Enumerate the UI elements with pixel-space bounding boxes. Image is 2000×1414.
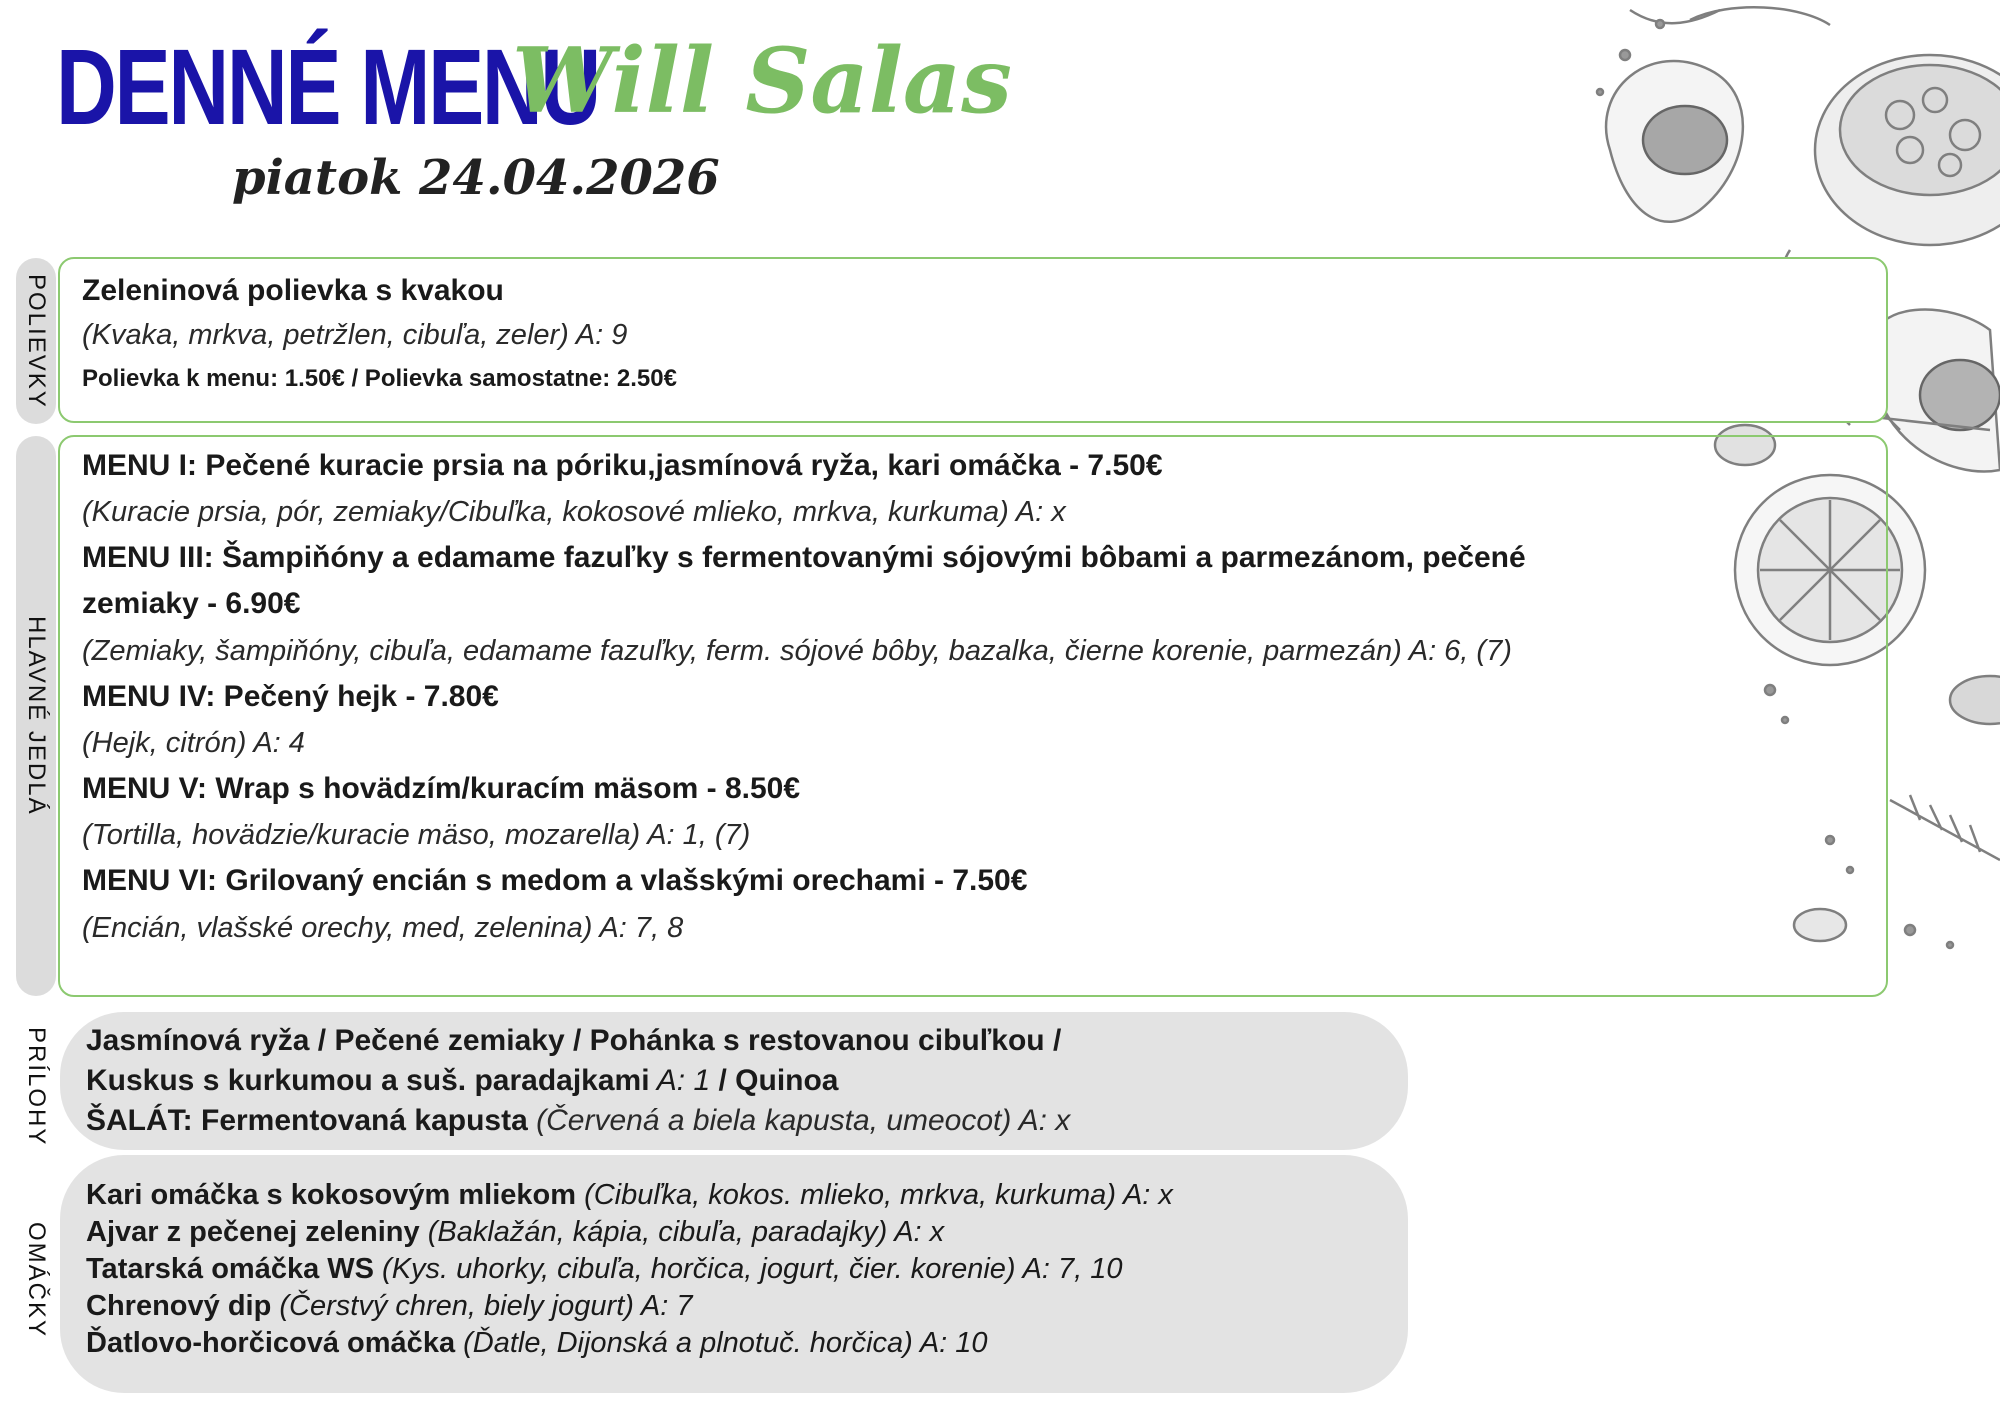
brand-logo-text: Will Salas — [512, 28, 1012, 134]
hlavne-box — [58, 435, 1888, 997]
menu-item-ingredients: (Tortilla, hovädzie/kuracie mäso, mozarella) A: 1, (7) — [82, 819, 751, 851]
polievky-tab-label: POLIEVKY — [23, 273, 50, 409]
menu-item-title-continued: zemiaky - 6.90€ — [82, 587, 301, 620]
menu-title: DENNÉ MENU — [56, 26, 599, 147]
sauce-item: Ajvar z pečenej zeleniny (Baklažán, kápia, cibuľa, paradajky) A: x — [86, 1216, 945, 1248]
side-dishes-line: Kuskus s kurkumou a suš. paradajkami A: 1 / Quinoa — [86, 1064, 839, 1097]
salad-line: ŠALÁT: Fermentovaná kapusta (Červená a biela kapusta, umeocot) A: x — [86, 1104, 1071, 1137]
avocado-half-icon — [1870, 310, 2000, 472]
menu-item-ingredients: (Encián, vlašské orechy, med, zelenina) A: 7, 8 — [82, 912, 684, 944]
sauce-item: Tatarská omáčka WS (Kys. uhorky, cibuľa, horčica, jogurt, čier. korenie) A: 7, 10 — [86, 1253, 1123, 1285]
salad-bowl-icon — [1815, 55, 2000, 245]
soup-ingredients: (Kvaka, mrkva, petržlen, cibuľa, zeler) A: 9 — [82, 319, 628, 351]
omacky-tab-label: OMÁČKY — [23, 1221, 50, 1338]
soup-prices: Polievka k menu: 1.50€ / Polievka samostatne: 2.50€ — [82, 365, 677, 392]
hlavne-tab-label: HLAVNÉ JEDLÁ — [23, 616, 50, 816]
prilohy-box — [60, 1012, 1408, 1150]
menu-item-title: MENU IV: Pečený hejk - 7.80€ — [82, 680, 499, 713]
sauce-item: Chrenový dip (Čerstvý chren, biely jogurt) A: 7 — [86, 1290, 693, 1322]
menu-date: piatok 24.04.2026 — [232, 150, 720, 206]
polievky-box — [58, 257, 1888, 423]
omacky-box — [60, 1155, 1408, 1393]
menu-item-ingredients: (Hejk, citrón) A: 4 — [82, 727, 305, 759]
sauce-item: Kari omáčka s kokosovým mliekom (Cibuľka, kokos. mlieko, mrkva, kurkuma) A: x — [86, 1179, 1173, 1211]
menu-item-title: MENU III: Šampiňóny a edamame fazuľky s fermentovanými sójovými bôbami a parmezánom, pečené — [82, 541, 1526, 574]
menu-item-title: MENU I: Pečené kuracie prsia na póriku,jasmínová ryža, kari omáčka - 7.50€ — [82, 449, 1163, 482]
menu-item-title: MENU V: Wrap s hovädzím/kuracím mäsom - 8.50€ — [82, 772, 801, 805]
menu-item-ingredients: (Kuracie prsia, pór, zemiaky/Cibuľka, kokosové mlieko, mrkva, kurkuma) A: x — [82, 496, 1066, 528]
menu-item-title: MENU VI: Grilovaný encián s medom a vlašskými orechami - 7.50€ — [82, 864, 1028, 897]
menu-item-ingredients: (Zemiaky, šampiňóny, cibuľa, edamame fazuľky, ferm. sójové bôby, bazalka, čierne korenie, parmezán) A: 6, (7) — [82, 635, 1512, 667]
side-dishes-line: Jasmínová ryža / Pečené zemiaky / Pohánka s restovanou cibuľkou / — [86, 1024, 1062, 1057]
soup-name: Zeleninová polievka s kvakou — [82, 274, 504, 307]
avocado-icon — [1606, 61, 1743, 222]
prilohy-tab-label: PRÍLOHY — [23, 1027, 50, 1147]
sauce-item: Ďatlovo-horčicová omáčka (Ďatle, Dijonská a plnotuč. horčica) A: 10 — [86, 1327, 988, 1359]
